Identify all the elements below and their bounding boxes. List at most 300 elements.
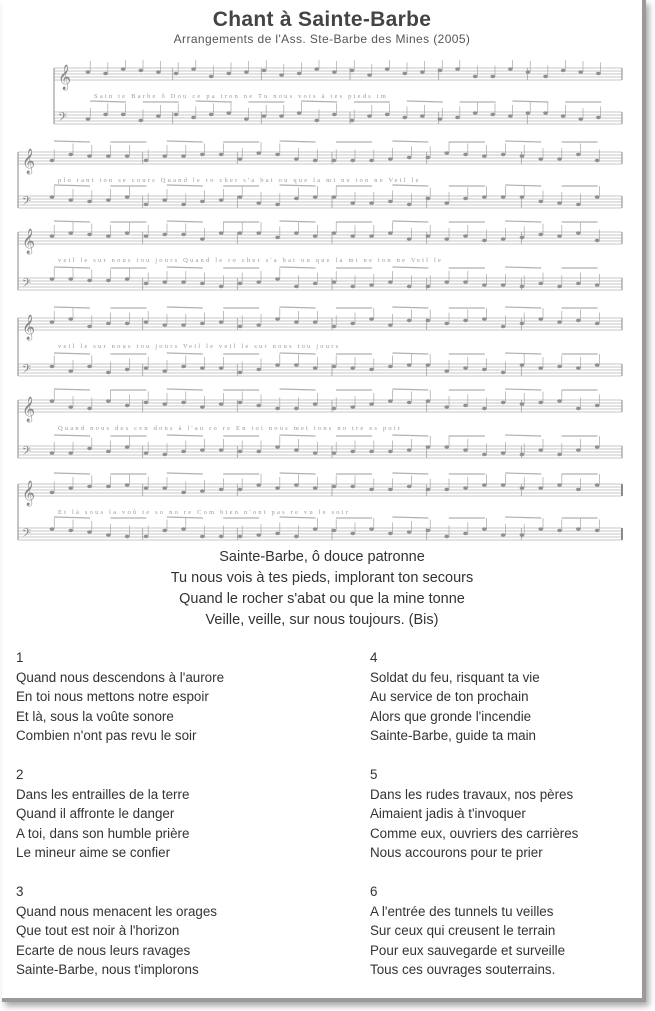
note — [275, 486, 280, 489]
note-beam — [54, 435, 90, 436]
note — [501, 195, 506, 198]
note — [369, 317, 374, 320]
note — [482, 283, 487, 286]
stanza-line: Dans les entrailles de la terre — [16, 786, 190, 802]
note — [576, 203, 581, 206]
treble-clef-icon: 𝄞 — [22, 149, 36, 174]
note — [87, 279, 92, 282]
score-lyrics: veil le sur nous tou jours Quand le ro cher s'a bat ou que la mi ne ton ne Veil le — [58, 257, 444, 264]
note — [275, 277, 280, 280]
note — [350, 405, 355, 408]
note — [508, 114, 513, 117]
note — [501, 401, 506, 404]
note — [181, 154, 186, 157]
note — [444, 151, 449, 154]
note — [595, 283, 600, 286]
note — [162, 323, 167, 326]
note — [50, 491, 55, 494]
stanza-3 — [16, 882, 316, 980]
note — [279, 73, 284, 76]
note — [106, 371, 111, 374]
note — [350, 450, 355, 453]
note — [87, 407, 92, 410]
note — [106, 399, 111, 402]
stanza-line: Pour eux sauvegarde et surveille — [370, 942, 566, 958]
note — [219, 198, 224, 201]
note — [156, 114, 161, 117]
note — [482, 239, 487, 242]
note — [332, 325, 337, 328]
bass-clef-icon: 𝄢 — [22, 277, 32, 293]
note — [144, 234, 149, 237]
note — [87, 325, 92, 328]
note — [275, 445, 280, 448]
note — [219, 153, 224, 156]
note — [106, 533, 111, 536]
note — [106, 322, 111, 325]
stanza-4 — [370, 648, 655, 746]
note-beam — [512, 101, 548, 102]
note — [407, 530, 412, 533]
note — [200, 237, 205, 240]
note — [87, 485, 92, 488]
note — [138, 69, 143, 72]
note — [444, 280, 449, 283]
note — [238, 282, 243, 285]
note — [181, 280, 186, 283]
note — [426, 529, 431, 532]
note — [388, 450, 393, 453]
note — [256, 201, 261, 204]
note — [501, 283, 506, 286]
bass-clef-icon: 𝄢 — [58, 111, 68, 127]
note — [238, 231, 243, 234]
note — [106, 234, 111, 237]
treble-clef-icon: 𝄞 — [22, 315, 36, 340]
note — [367, 73, 372, 76]
note — [557, 320, 562, 323]
note — [106, 154, 111, 157]
note-beam — [280, 141, 316, 142]
stanza-number: 4 — [370, 650, 378, 665]
note — [181, 233, 186, 236]
note — [162, 486, 167, 489]
note — [262, 69, 267, 72]
note — [50, 159, 55, 162]
note — [275, 153, 280, 156]
note — [557, 365, 562, 368]
score-lyrics: plo rant ton se cours Quand le ro cher s'a bat ou que la mi ne ton ne Veil le — [58, 177, 421, 184]
note — [501, 325, 506, 328]
note — [106, 450, 111, 453]
note — [501, 451, 506, 454]
stanza-line: Combien n'ont pas revu le soir — [16, 728, 197, 743]
refrain-line: Quand le rocher s'abat ou que la mine tonne — [179, 591, 465, 607]
note — [538, 527, 543, 530]
note-beam — [392, 473, 428, 474]
note — [181, 203, 186, 206]
note — [313, 451, 318, 454]
note — [332, 195, 337, 198]
note — [444, 405, 449, 408]
note-beam — [392, 185, 428, 186]
note — [538, 200, 543, 203]
note-beam — [392, 307, 428, 308]
note — [313, 527, 318, 530]
note — [473, 75, 478, 78]
note — [520, 486, 525, 489]
stanza-line: Soldat du feu, risquant ta vie — [370, 669, 540, 685]
note — [520, 322, 525, 325]
note — [426, 399, 431, 402]
stanza-line: Dans les rudes travaux, nos pères — [370, 786, 574, 802]
note — [576, 488, 581, 491]
note — [388, 200, 393, 203]
note — [209, 75, 214, 78]
note — [68, 231, 73, 234]
note — [275, 407, 280, 410]
note — [200, 535, 205, 538]
note — [576, 231, 581, 234]
treble-clef-icon: 𝄞 — [22, 229, 36, 254]
note — [50, 527, 55, 530]
note — [144, 203, 149, 206]
note — [238, 450, 243, 453]
note — [388, 399, 393, 402]
note-beam — [167, 435, 203, 436]
note — [538, 486, 543, 489]
note — [162, 280, 167, 283]
note — [219, 535, 224, 538]
note — [297, 111, 302, 114]
note — [501, 371, 506, 374]
note — [369, 234, 374, 237]
note — [244, 70, 249, 73]
note-beam — [280, 267, 316, 268]
note — [68, 486, 73, 489]
note — [144, 486, 149, 489]
note — [125, 154, 130, 157]
note-beam — [167, 267, 203, 268]
note — [538, 282, 543, 285]
note — [455, 116, 460, 119]
note — [238, 157, 243, 160]
note — [256, 231, 261, 234]
song-title: Chant à Sainte-Barbe — [212, 8, 432, 31]
note — [200, 405, 205, 408]
note — [332, 407, 337, 410]
note — [538, 317, 543, 320]
note — [156, 70, 161, 73]
note — [538, 233, 543, 236]
music-score — [14, 60, 626, 546]
note — [294, 363, 299, 366]
note — [86, 70, 91, 73]
note — [369, 368, 374, 371]
note — [557, 453, 562, 456]
note-beam — [167, 517, 203, 518]
note — [520, 285, 525, 288]
song-sheet — [2, 0, 646, 1002]
bass-clef-icon: 𝄢 — [22, 363, 32, 379]
note — [313, 282, 318, 285]
stanza-line: Le mineur aime se confier — [16, 845, 171, 860]
note — [520, 533, 525, 536]
note — [219, 285, 224, 288]
note — [332, 280, 337, 283]
note — [219, 488, 224, 491]
note — [595, 239, 600, 242]
note — [426, 319, 431, 322]
note — [200, 153, 205, 156]
note — [87, 530, 92, 533]
note — [526, 70, 531, 73]
stanza-line: Et là, sous la voûte sonore — [16, 708, 174, 724]
note — [219, 231, 224, 234]
note — [294, 483, 299, 486]
note-beam — [392, 141, 428, 142]
note — [407, 237, 412, 240]
note — [87, 200, 92, 203]
note — [426, 363, 431, 366]
note-beam — [54, 307, 90, 308]
note — [543, 75, 548, 78]
note — [438, 69, 443, 72]
stanza-2 — [16, 765, 316, 863]
note — [313, 486, 318, 489]
note-beam — [505, 473, 541, 474]
note — [463, 486, 468, 489]
note — [200, 282, 205, 285]
note — [369, 488, 374, 491]
note-beam — [54, 389, 90, 390]
note — [313, 320, 318, 323]
stanza-line: Ecarte de nous leurs ravages — [16, 942, 191, 958]
note — [501, 533, 506, 536]
note — [407, 285, 412, 288]
note — [538, 448, 543, 451]
treble-clef-icon: 𝄞 — [22, 397, 36, 422]
note — [367, 114, 372, 117]
note — [402, 116, 407, 119]
note — [490, 75, 495, 78]
note — [294, 320, 299, 323]
note — [144, 451, 149, 454]
note — [444, 445, 449, 448]
note — [144, 282, 149, 285]
note — [407, 156, 412, 159]
stanza-number: 1 — [16, 650, 24, 665]
note — [256, 151, 261, 154]
note-beam — [167, 353, 203, 354]
note — [256, 323, 261, 326]
note — [50, 234, 55, 237]
note-beam — [392, 267, 428, 268]
note — [369, 201, 374, 204]
note-beam — [167, 141, 203, 142]
note — [576, 319, 581, 322]
stanza-number: 6 — [370, 884, 378, 899]
note — [238, 401, 243, 404]
note — [294, 535, 299, 538]
note — [162, 369, 167, 372]
note — [86, 117, 91, 120]
note — [482, 453, 487, 456]
note — [557, 483, 562, 486]
note — [68, 405, 73, 408]
stanza-line: Quand il affronte le danger — [16, 806, 175, 821]
note-beam — [505, 141, 541, 142]
note — [181, 450, 186, 453]
note — [294, 231, 299, 234]
note — [426, 488, 431, 491]
note — [369, 159, 374, 162]
note-beam — [54, 473, 90, 474]
note — [520, 195, 525, 198]
note — [256, 404, 261, 407]
note — [181, 365, 186, 368]
note — [332, 231, 337, 234]
note — [595, 529, 600, 532]
note — [219, 402, 224, 405]
note — [369, 402, 374, 405]
note — [463, 280, 468, 283]
note — [144, 159, 149, 162]
note — [162, 233, 167, 236]
note — [407, 363, 412, 366]
note — [557, 529, 562, 532]
note — [50, 451, 55, 454]
note — [595, 322, 600, 325]
note — [402, 72, 407, 75]
note-beam — [407, 101, 443, 102]
note-beam — [280, 435, 316, 436]
stanza-line: Sur ceux qui creusent le terrain — [370, 923, 556, 938]
note — [482, 527, 487, 530]
note-beam — [280, 389, 316, 390]
note-beam — [392, 435, 428, 436]
note — [444, 369, 449, 372]
note-beam — [280, 307, 316, 308]
note-beam — [505, 353, 541, 354]
note — [490, 113, 495, 116]
note — [313, 159, 318, 162]
refrain-line: Veille, veille, sur nous toujours. (Bis) — [205, 612, 439, 628]
note — [482, 317, 487, 320]
note — [482, 195, 487, 198]
note — [162, 529, 167, 532]
score-lyrics: Quand nous des cen dons à l'au ro re En toi nous met tons no tre es poir — [58, 425, 403, 432]
note — [595, 159, 600, 162]
note-beam — [392, 221, 428, 222]
note-beam — [505, 307, 541, 308]
note — [350, 532, 355, 535]
note — [463, 532, 468, 535]
note — [576, 153, 581, 156]
note — [209, 113, 214, 116]
stanza-line: Quand nous menacent les orages — [16, 903, 217, 919]
note — [238, 195, 243, 198]
note — [444, 535, 449, 538]
note — [162, 154, 167, 157]
note-beam — [54, 353, 90, 354]
note — [238, 371, 243, 374]
note — [595, 195, 600, 198]
note — [50, 277, 55, 280]
note — [181, 323, 186, 326]
note — [125, 195, 130, 198]
note — [200, 366, 205, 369]
note — [350, 366, 355, 369]
note — [438, 117, 443, 120]
note — [275, 363, 280, 366]
note — [350, 322, 355, 325]
note — [463, 197, 468, 200]
note — [350, 201, 355, 204]
stanza-line: A l'entrée des tunnels tu veilles — [370, 903, 554, 919]
note — [279, 114, 284, 117]
note — [332, 159, 337, 162]
note — [520, 453, 525, 456]
note — [501, 237, 506, 240]
note — [520, 236, 525, 239]
stanza-5 — [370, 765, 655, 863]
score-lyrics: Et là sous la voû te so no re Com bien n'ont pas re vu le soir — [58, 509, 351, 516]
note — [557, 201, 562, 204]
note — [407, 448, 412, 451]
note — [388, 157, 393, 160]
note-beam — [505, 221, 541, 222]
note — [332, 485, 337, 488]
note — [388, 532, 393, 535]
note — [520, 154, 525, 157]
note — [463, 366, 468, 369]
note — [68, 198, 73, 201]
stanza-line: Alors que gronde l'incendie — [370, 708, 532, 724]
stanza-line: Nous accourons pour te prier — [370, 845, 543, 860]
note — [426, 285, 431, 288]
treble-clef-icon: 𝄞 — [58, 65, 72, 90]
note — [595, 363, 600, 366]
note — [125, 404, 130, 407]
note — [226, 72, 231, 75]
note — [294, 407, 299, 410]
note — [543, 111, 548, 114]
note — [162, 402, 167, 405]
note — [262, 114, 267, 117]
note — [50, 399, 55, 402]
note — [313, 234, 318, 237]
note — [125, 535, 130, 538]
stanza-line: Tous ces ouvrages souterrains. — [370, 962, 556, 977]
note — [191, 116, 196, 119]
note-beam — [505, 389, 541, 390]
note — [350, 234, 355, 237]
note — [50, 365, 55, 368]
note — [313, 366, 318, 369]
note — [426, 445, 431, 448]
note-beam — [392, 389, 428, 390]
note — [144, 401, 149, 404]
stanza-line: Quand nous descendons à l'aurore — [16, 669, 225, 685]
note-beam — [54, 185, 90, 186]
stanza-number: 5 — [370, 767, 378, 782]
note — [557, 285, 562, 288]
note — [332, 529, 337, 532]
note — [463, 448, 468, 451]
note — [388, 365, 393, 368]
note — [576, 366, 581, 369]
